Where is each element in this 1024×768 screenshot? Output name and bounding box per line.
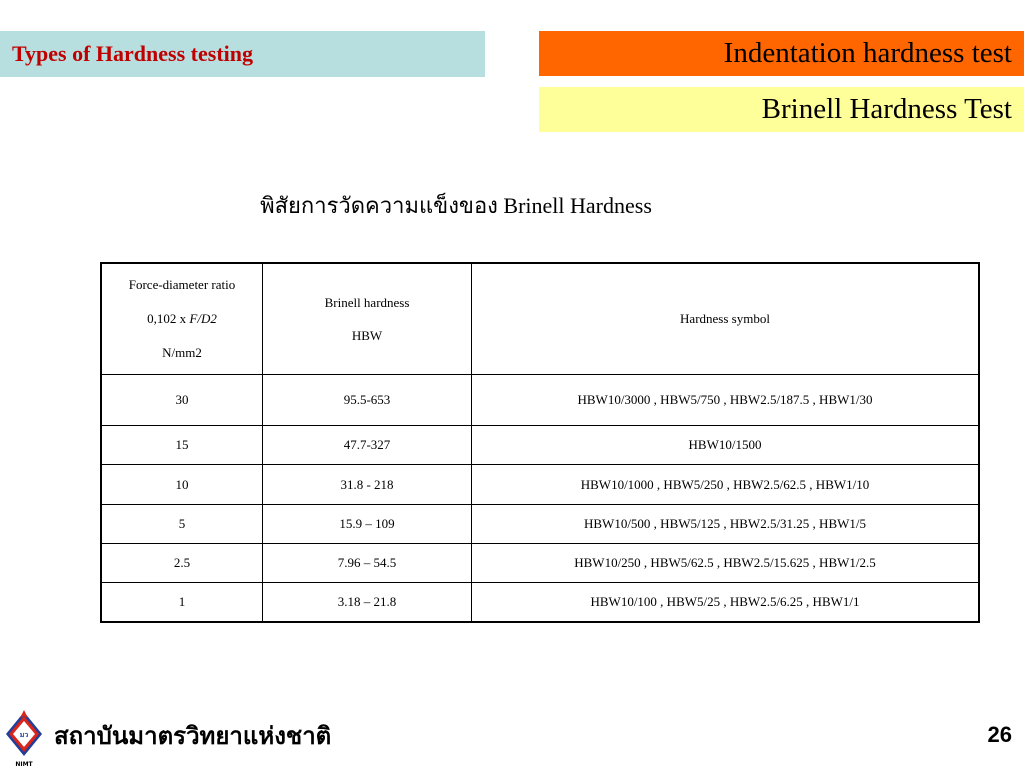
cell-hardness-symbol: HBW10/100 , HBW5/25 , HBW2.5/6.25 , HBW1/1 [472, 583, 980, 622]
cell-hardness-symbol: HBW10/3000 , HBW5/750 , HBW2.5/187.5 , HBW1/30 [472, 375, 980, 426]
cell-force-diameter-ratio: 30 [101, 375, 263, 426]
header-force-diameter-ratio: Force-diameter ratio 0,102 x F/D2 N/mm2 [101, 263, 263, 375]
table-header-row [101, 263, 979, 375]
section-label-bar [0, 31, 485, 77]
table-row [101, 583, 979, 622]
table-row [101, 544, 979, 583]
section-label: Types of Hardness testing [12, 41, 253, 66]
cell-brinell-range: 15.9 – 109 [263, 505, 472, 544]
slide-title: Indentation hardness test [539, 31, 1024, 76]
nimt-logo [2, 710, 46, 768]
cell-brinell-range: 47.7-327 [263, 426, 472, 465]
organization-name: สถาบันมาตรวิทยาแห่งชาติ [54, 722, 332, 750]
content-heading: พิสัยการวัดความแข็งของ Brinell Hardness [260, 193, 652, 218]
cell-hardness-symbol: HBW10/1000 , HBW5/250 , HBW2.5/62.5 , HBW1/10 [472, 465, 980, 505]
page-number: 26 [987, 722, 1012, 747]
cell-force-diameter-ratio: 2.5 [101, 544, 263, 583]
table-row [101, 426, 979, 465]
header-brinell-hardness: Brinell hardness HBW [263, 263, 472, 375]
cell-hardness-symbol: HBW10/250 , HBW5/62.5 , HBW2.5/15.625 , HBW1/2.5 [472, 544, 980, 583]
slide-subtitle: Brinell Hardness Test [539, 87, 1024, 132]
cell-brinell-range: 95.5-653 [263, 375, 472, 426]
header-hardness-symbol: Hardness symbol [472, 263, 980, 375]
cell-brinell-range: 31.8 - 218 [263, 465, 472, 505]
cell-force-diameter-ratio: 15 [101, 426, 263, 465]
cell-brinell-range: 7.96 – 54.5 [263, 544, 472, 583]
table-body [101, 375, 979, 622]
cell-force-diameter-ratio: 1 [101, 583, 263, 622]
cell-force-diameter-ratio: 5 [101, 505, 263, 544]
cell-brinell-range: 3.18 – 21.8 [263, 583, 472, 622]
brinell-range-table [100, 262, 980, 623]
table-row [101, 375, 979, 426]
cell-hardness-symbol: HBW10/1500 [472, 426, 980, 465]
cell-hardness-symbol: HBW10/500 , HBW5/125 , HBW2.5/31.25 , HBW1/5 [472, 505, 980, 544]
logo-mark-text: มว [19, 731, 29, 739]
logo-caption: NIMT [15, 761, 33, 768]
cell-force-diameter-ratio: 10 [101, 465, 263, 505]
table-row [101, 465, 979, 505]
table-row [101, 505, 979, 544]
